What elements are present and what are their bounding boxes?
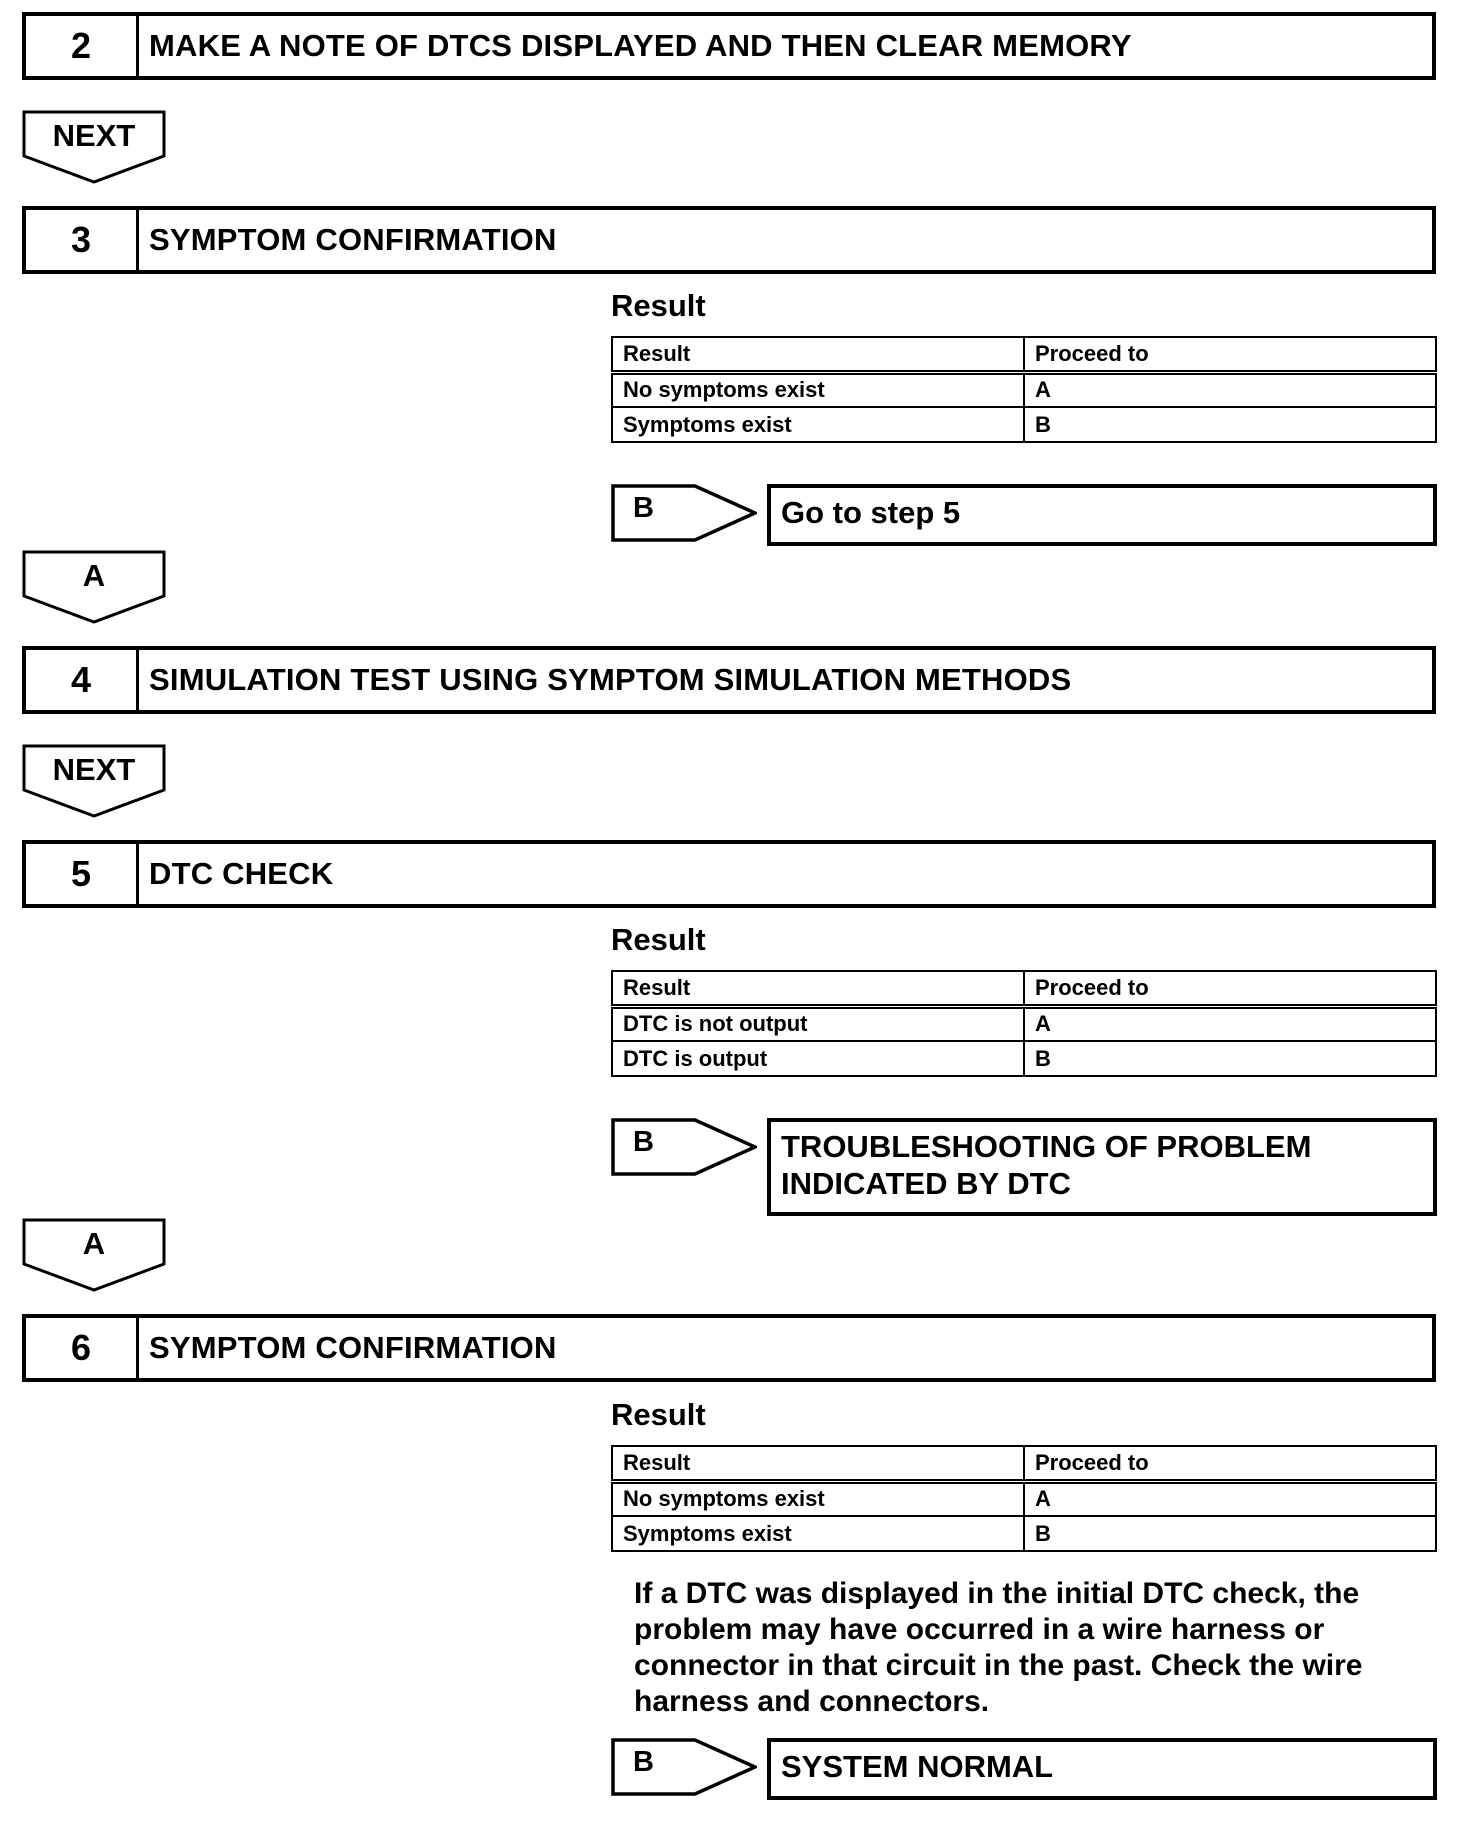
step-title: SYMPTOM CONFIRMATION [149,1330,557,1365]
target-text-line: INDICATED BY DTC [781,1166,1071,1201]
step-title: SYMPTOM CONFIRMATION [149,222,557,257]
step-number: 2 [26,16,139,76]
table-row [612,1006,1436,1041]
branch-target-box [767,1738,1437,1800]
table-cell: B [1024,407,1436,442]
table-header-cell: Result [612,1446,1024,1481]
table-row [612,1516,1436,1551]
step-number: 6 [26,1318,139,1378]
result-table [611,970,1437,1077]
next-arrow [22,110,166,184]
step-title: SIMULATION TEST USING SYMPTOM SIMULATION METHODS [149,662,1072,697]
target-text-line: TROUBLESHOOTING OF PROBLEM [781,1129,1312,1164]
table-header-row [612,337,1436,372]
arrow-label: B [633,492,654,524]
table-cell: B [1024,1516,1436,1551]
step-4-header [22,646,1436,714]
table-cell: Symptoms exist [612,407,1024,442]
table-cell: No symptoms exist [612,1481,1024,1516]
table-header-cell: Result [612,337,1024,372]
table-header-cell: Proceed to [1024,337,1436,372]
step-number: 4 [26,650,139,710]
table-row [612,407,1436,442]
table-header-cell: Result [612,971,1024,1006]
result-table [611,336,1437,443]
result-table [611,1445,1437,1552]
branch-b-arrow [611,1738,757,1796]
result-label: Result [611,922,706,957]
branch-b-arrow [611,484,757,542]
table-row [612,1041,1436,1076]
table-cell: A [1024,372,1436,407]
branch-target-box [767,1118,1437,1216]
arrow-label: A [82,558,106,593]
result-label: Result [611,288,706,323]
next-arrow [22,744,166,818]
result-label: Result [611,1397,706,1432]
branch-target-box [767,484,1437,546]
table-cell: DTC is output [612,1041,1024,1076]
table-row [612,372,1436,407]
a-arrow [22,550,166,624]
table-cell: No symptoms exist [612,372,1024,407]
step-title: DTC CHECK [149,856,334,891]
target-text: SYSTEM NORMAL [781,1749,1054,1784]
arrow-label: NEXT [52,752,136,787]
arrow-label: A [82,1226,106,1261]
table-header-cell: Proceed to [1024,971,1436,1006]
table-row [612,1481,1436,1516]
table-cell: DTC is not output [612,1006,1024,1041]
step-number: 3 [26,210,139,270]
branch-b-arrow [611,1118,757,1176]
table-header-cell: Proceed to [1024,1446,1436,1481]
table-cell: A [1024,1481,1436,1516]
note-paragraph: If a DTC was displayed in the initial DTC check, the problem may have occurred in a wire harness or connector in that circuit in the past. Check the wire harness and connectors. [634,1577,1363,1718]
table-cell: Symptoms exist [612,1516,1024,1551]
a-arrow [22,1218,166,1292]
arrow-label: B [633,1126,654,1158]
arrow-label: NEXT [52,118,136,153]
table-header-row [612,1446,1436,1481]
table-header-row [612,971,1436,1006]
table-cell: A [1024,1006,1436,1041]
table-cell: B [1024,1041,1436,1076]
step-2-header [22,12,1436,80]
step-number: 5 [26,844,139,904]
target-text: Go to step 5 [781,495,961,530]
step-5-header [22,840,1436,908]
step-3-header [22,206,1436,274]
step-title: MAKE A NOTE OF DTCS DISPLAYED AND THEN CLEAR MEMORY [149,28,1132,63]
step-6-header [22,1314,1436,1382]
arrow-label: B [633,1746,654,1778]
